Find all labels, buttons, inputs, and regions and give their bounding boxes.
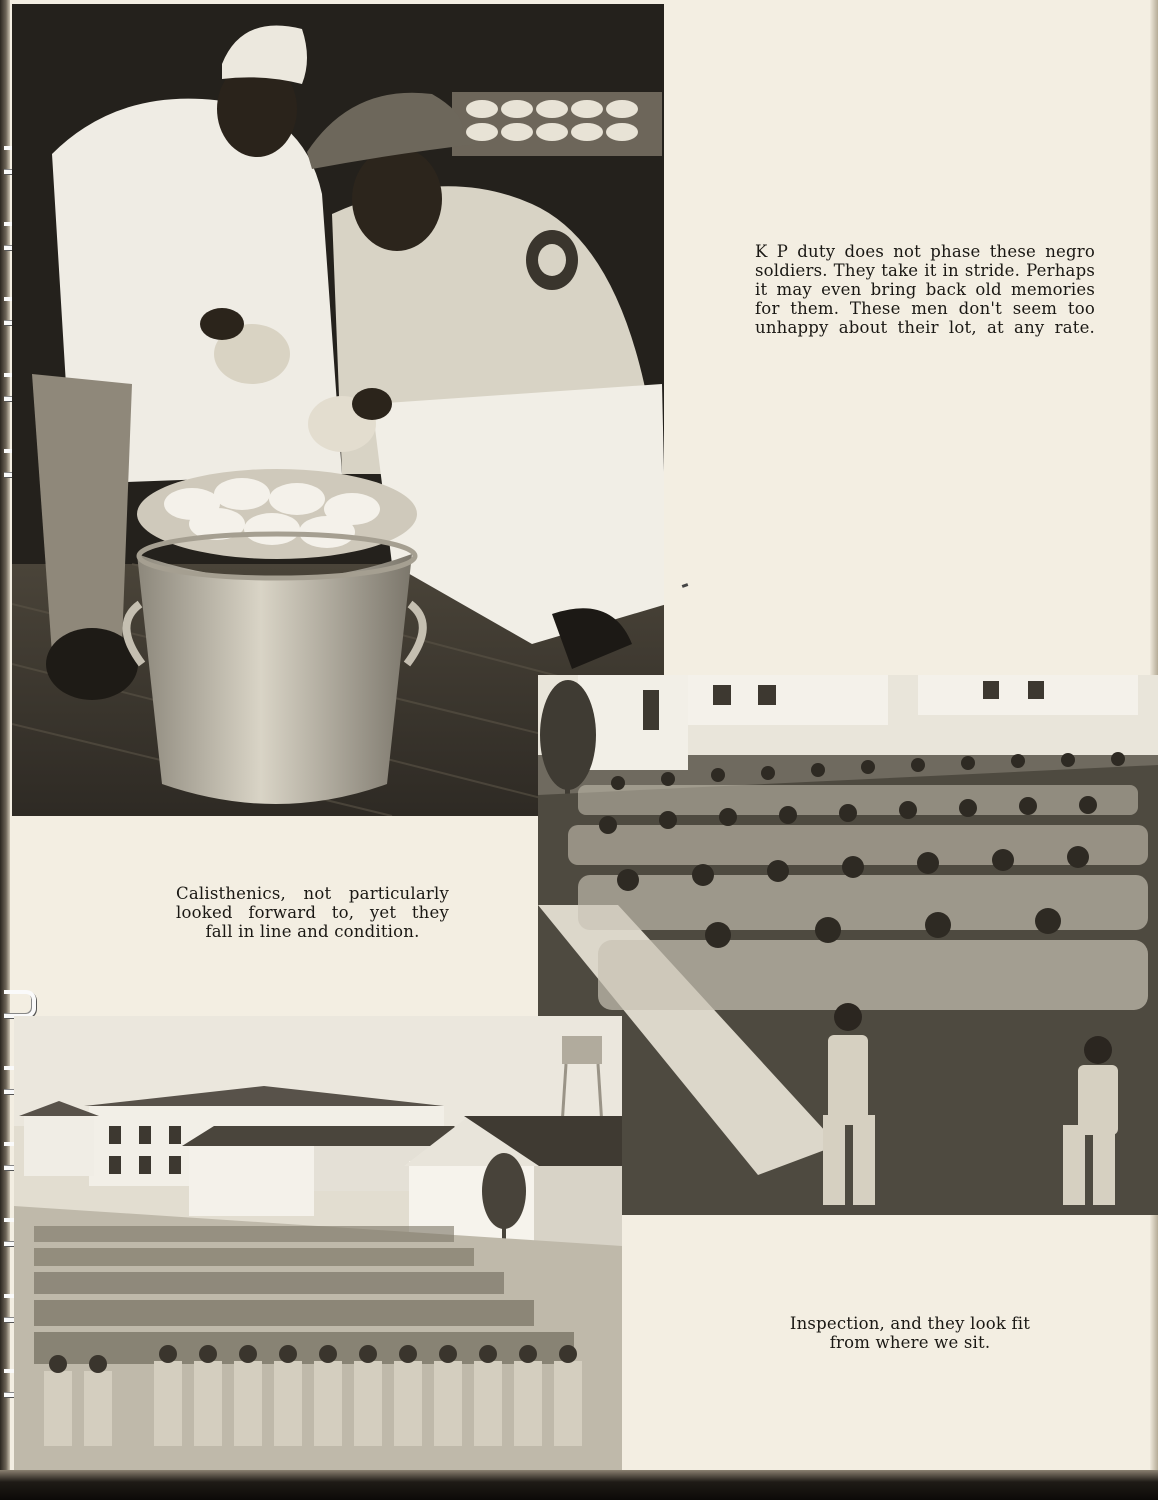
photo-calisthenics [538,675,1158,1215]
caption-line: from where we sit. [829,1333,991,1352]
caption-kp-duty [755,242,1095,337]
caption-line: soldiers. They take it in stride. Perhaps [755,261,1095,280]
caption-line: looked forward to, yet they [176,903,449,922]
caption-line: fall in line and condition. [205,922,420,941]
caption-line: K P duty does not phase these negro [755,242,1095,261]
caption-inspection [770,1314,1050,1352]
binding-ring [4,990,36,1018]
page-edge-bottom [0,1470,1158,1500]
caption-line: it may even bring back old memories [755,280,1095,299]
caption-line: unhappy about their lot, at any rate. [755,318,1095,337]
stray-mark [682,583,689,588]
caption-calisthenics [176,884,449,941]
caption-line: Inspection, and they look fit [789,1314,1031,1333]
photo-inspection [14,1016,622,1470]
caption-line: for them. These men don't seem too [755,299,1095,318]
caption-line: Calisthenics, not particularly [176,884,449,903]
